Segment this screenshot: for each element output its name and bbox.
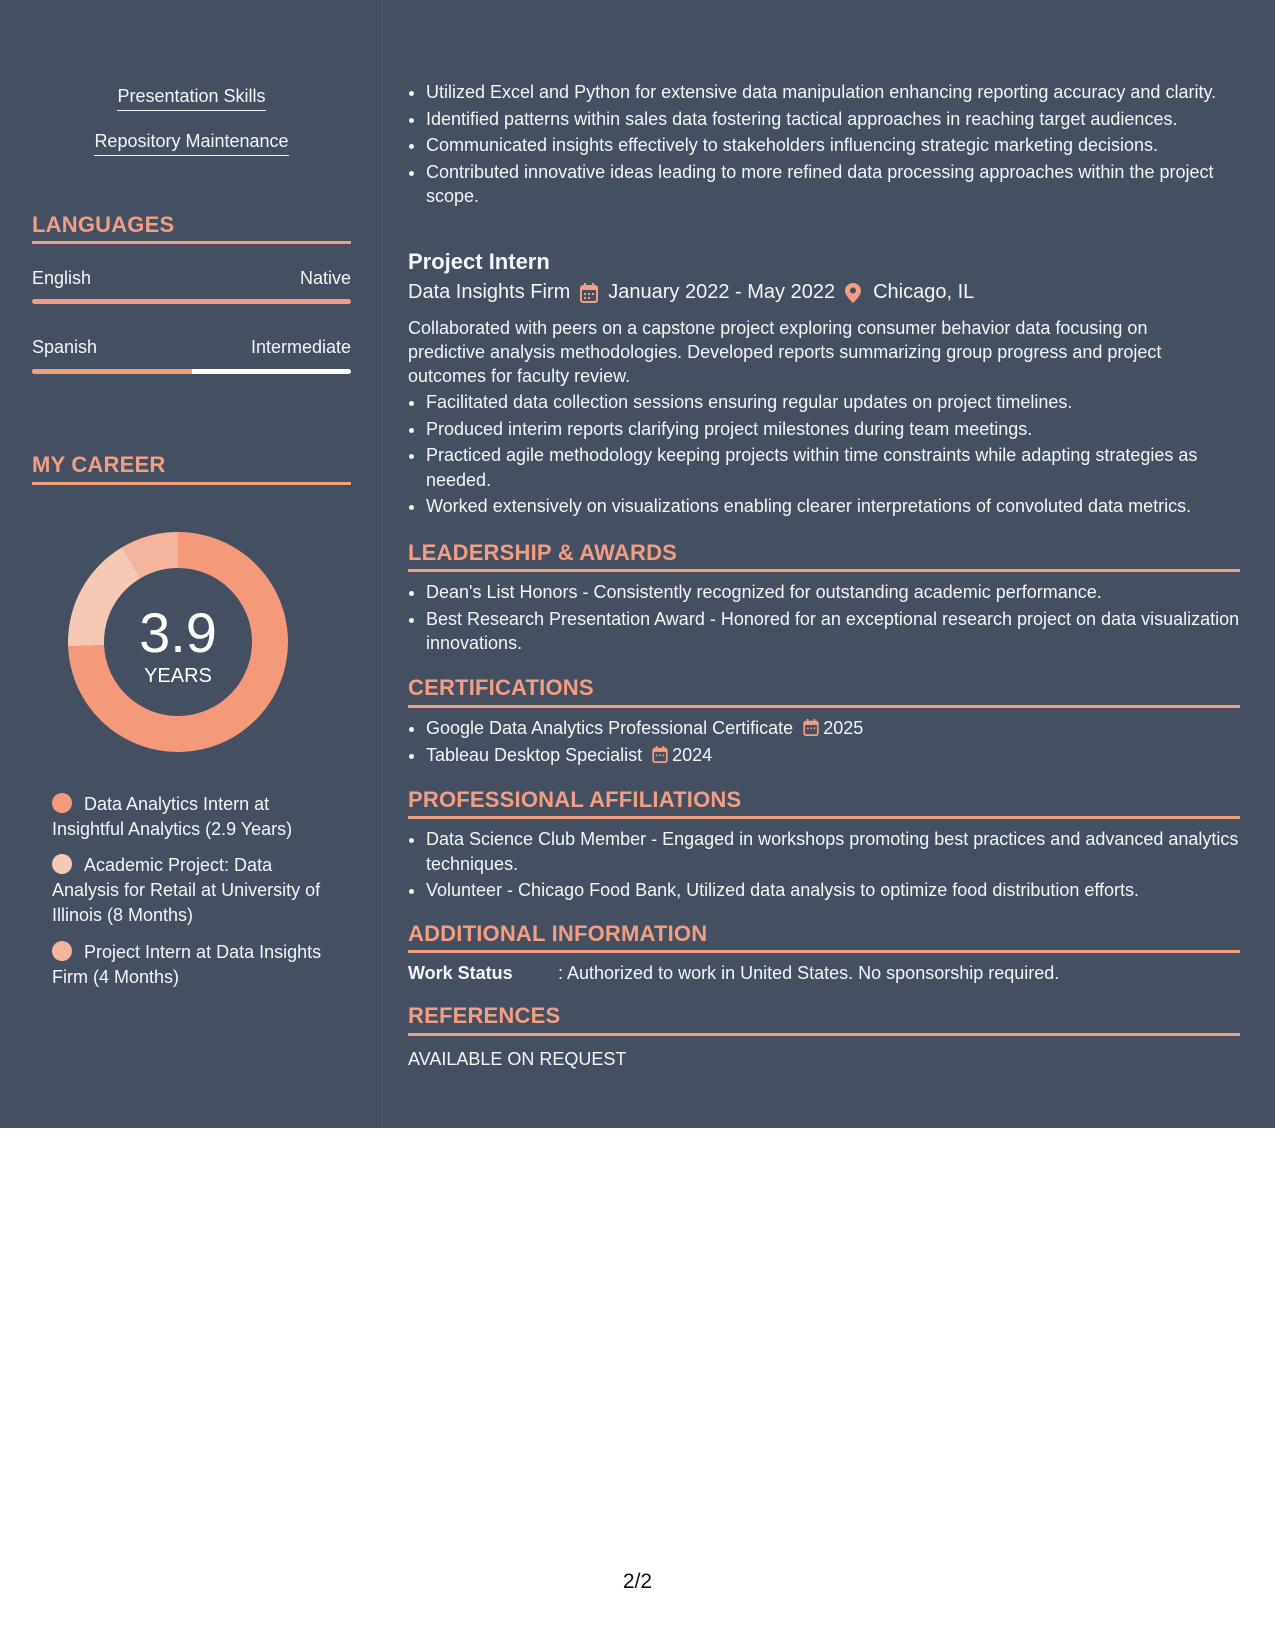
career-legend-item <box>52 940 342 990</box>
page-number: 2/2 <box>622 1570 653 1593</box>
legend-dot <box>52 854 72 874</box>
job-location: Chicago, IL <box>873 281 975 303</box>
bullet-item: • Practiced agile methodology keeping projects within time constraints while adapting strategies as needed. <box>426 443 1246 492</box>
language-level: Intermediate <box>250 337 351 357</box>
skill-item <box>32 86 351 111</box>
language-name: Spanish <box>32 337 98 357</box>
section-rule <box>32 482 351 485</box>
legend-dot <box>52 941 72 961</box>
section-rule <box>408 569 1240 572</box>
bullet-item: • Worked extensively on visualizations enabling clearer interpretations of convoluted data metrics. <box>426 494 1246 519</box>
affiliations-heading: PROFESSIONAL AFFILIATIONS <box>408 787 742 812</box>
previous-job-bullets <box>408 80 1246 211</box>
languages-heading: LANGUAGES <box>32 212 175 237</box>
legend-label: Data Analytics Intern at Insightful Analytics (2.9 Years) <box>52 794 293 839</box>
references-text: AVAILABLE ON REQUEST <box>408 1049 627 1069</box>
skill-label: Repository Maintenance <box>94 131 288 156</box>
career-legend-item <box>52 792 342 842</box>
legend-label: Academic Project: Data Analysis for Retail at University of Illinois (8 Months) <box>52 855 321 925</box>
calendar-icon <box>652 745 668 762</box>
job-dates: January 2022 - May 2022 <box>608 281 836 303</box>
calendar-icon <box>803 718 819 735</box>
bullet-item: • Contributed innovative ideas leading to more refined data processing approaches within the project scope. <box>426 160 1246 209</box>
language-level: Native <box>299 268 351 288</box>
affiliation-item: • Data Science Club Member - Engaged in workshops promoting best practices and advanced analytics techniques. <box>426 827 1246 876</box>
certification-item <box>426 743 1246 768</box>
career-heading: MY CAREER <box>32 452 166 477</box>
career-donut-chart <box>66 530 290 754</box>
job-meta <box>408 281 974 304</box>
legend-dot <box>52 793 72 813</box>
bullet-item: • Produced interim reports clarifying project milestones during team meetings. <box>426 417 1246 442</box>
job-summary: Collaborated with peers on a capstone project exploring consumer behavior data focusing on predictive analysis methodologies. Developed reports summarizing group progress and project outcomes for faculty review. <box>408 318 1162 386</box>
work-status-value: : Authorized to work in United States. No sponsorship required. <box>558 963 1060 983</box>
career-total: 3.9 <box>139 601 217 664</box>
job-company: Data Insights Firm <box>408 281 571 303</box>
language-row <box>32 268 351 289</box>
leadership-heading: LEADERSHIP & AWARDS <box>408 540 678 565</box>
bullet-item: • Identified patterns within sales data fostering tactical approaches in reaching target audiences. <box>426 107 1246 132</box>
map-pin-icon <box>845 283 863 303</box>
work-status-row <box>408 963 1059 984</box>
skill-label: Presentation Skills <box>117 86 265 111</box>
bullet-item: • Communicated insights effectively to stakeholders influencing strategic marketing decisions. <box>426 133 1246 158</box>
work-status-label: Work Status <box>408 963 513 983</box>
career-legend-item <box>52 853 342 928</box>
language-name: English <box>32 268 92 288</box>
calendar-icon <box>580 283 598 303</box>
legend-label: Project Intern at Data Insights Firm (4 Months) <box>52 942 322 987</box>
certification-year: 2024 <box>672 744 713 765</box>
skill-item <box>32 131 351 156</box>
award-item: • Dean's List Honors - Consistently recognized for outstanding academic performance. <box>426 580 1246 605</box>
section-rule <box>32 241 351 244</box>
award-item: • Best Research Presentation Award - Honored for an exceptional research project on data visualization innovations. <box>426 607 1246 656</box>
affiliation-item: • Volunteer - Chicago Food Bank, Utilized data analysis to optimize food distribution efforts. <box>426 878 1246 903</box>
affiliations-list <box>408 827 1246 905</box>
certifications-heading: CERTIFICATIONS <box>408 675 594 700</box>
column-divider <box>382 0 383 1128</box>
references-heading: REFERENCES <box>408 1003 561 1028</box>
section-rule <box>408 950 1240 953</box>
bullet-item: • Utilized Excel and Python for extensive data manipulation enhancing reporting accuracy and clarity. <box>426 80 1246 105</box>
certification-item <box>426 716 1246 741</box>
leadership-list <box>408 580 1246 658</box>
job-bullets <box>408 390 1246 521</box>
language-bar-fill <box>32 299 351 304</box>
certifications-list <box>408 716 1246 769</box>
donut-segment <box>68 547 140 646</box>
certification-name: Google Data Analytics Professional Certificate <box>426 718 794 738</box>
job-title: Project Intern <box>408 249 550 274</box>
section-rule <box>408 705 1240 708</box>
certification-name: Tableau Desktop Specialist <box>426 744 643 765</box>
section-rule <box>408 816 1240 819</box>
bullet-item: • Facilitated data collection sessions ensuring regular updates on project timelines. <box>426 390 1246 415</box>
career-unit: YEARS <box>144 665 212 687</box>
language-bar-fill <box>32 369 192 374</box>
section-rule <box>408 1033 1240 1036</box>
certification-year: 2025 <box>823 718 864 738</box>
language-bar <box>32 369 351 374</box>
language-row <box>32 337 351 358</box>
language-bar <box>32 299 351 304</box>
additional-info-heading: ADDITIONAL INFORMATION <box>408 921 708 946</box>
